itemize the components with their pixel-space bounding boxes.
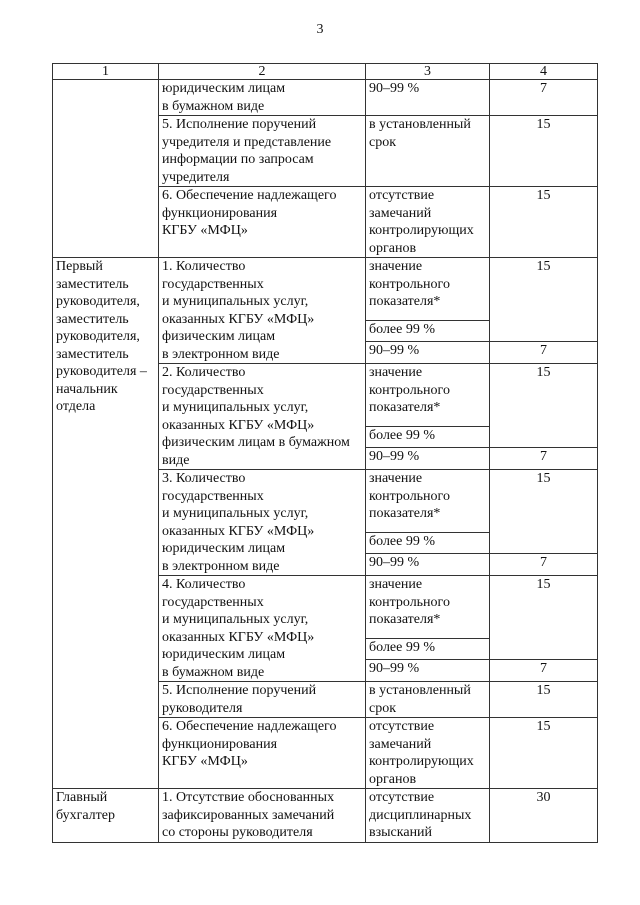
points-cell: 7 <box>490 80 598 116</box>
indicator-cell: 90–99 % <box>366 80 490 116</box>
criterion-cell: 5. Исполнение поручений учредителя и представление информации по запросам учредителя <box>159 116 366 187</box>
indicator-cell: в установленный срок <box>366 116 490 187</box>
header-cell: 3 <box>366 64 490 80</box>
points-cell: 30 <box>490 789 598 843</box>
criterion-cell: 5. Исполнение поручений руководителя <box>159 682 366 718</box>
criterion-cell: 1. Количество государственных и муниципальных услуг, оказанных КГБУ «МФЦ» физическим лицам в электронном виде <box>159 258 366 364</box>
header-cell: 1 <box>53 64 159 80</box>
position-cell: Главный бухгалтер <box>53 789 159 843</box>
points-cell: 7 <box>490 342 598 364</box>
indicator-cell: отсутствие замечаний контролирующих органов <box>366 718 490 789</box>
header-cell: 2 <box>159 64 366 80</box>
indicator-cell: более 99 % <box>366 532 490 554</box>
kpi-table <box>52 63 598 843</box>
points-cell: 7 <box>490 554 598 576</box>
table-row <box>53 258 598 321</box>
points-cell: 15 <box>490 187 598 258</box>
criterion-cell: 6. Обеспечение надлежащего функционирования КГБУ «МФЦ» <box>159 187 366 258</box>
table-header-row <box>53 64 598 80</box>
criterion-cell: 2. Количество государственных и муниципальных услуг, оказанных КГБУ «МФЦ» физическим лицам в бумажном виде <box>159 364 366 470</box>
criterion-cell: 3. Количество государственных и муниципальных услуг, оказанных КГБУ «МФЦ» юридическим лицам в электронном виде <box>159 470 366 576</box>
points-cell: 15 <box>490 576 598 660</box>
indicator-cell: 90–99 % <box>366 660 490 682</box>
points-cell: 15 <box>490 258 598 342</box>
indicator-cell: значение контрольного показателя* <box>366 258 490 321</box>
points-cell: 15 <box>490 364 598 448</box>
indicator-cell: 90–99 % <box>366 448 490 470</box>
indicator-cell: 90–99 % <box>366 342 490 364</box>
criterion-cell: 4. Количество государственных и муниципальных услуг, оказанных КГБУ «МФЦ» юридическим лицам в бумажном виде <box>159 576 366 682</box>
points-cell: 15 <box>490 470 598 554</box>
criterion-cell: 1. Отсутствие обоснованных зафиксированных замечаний со стороны руководителя <box>159 789 366 843</box>
position-cell-continued <box>53 80 159 258</box>
indicator-cell: значение контрольного показателя* <box>366 364 490 427</box>
indicator-cell: 90–99 % <box>366 554 490 576</box>
indicator-cell: более 99 % <box>366 320 490 342</box>
indicator-cell: более 99 % <box>366 426 490 448</box>
indicator-cell: в установленный срок <box>366 682 490 718</box>
indicator-cell: более 99 % <box>366 638 490 660</box>
table-row <box>53 789 598 843</box>
position-cell: Первый заместитель руководителя, заместитель руководителя, заместитель руководителя – начальник отдела <box>53 258 159 789</box>
points-cell: 7 <box>490 448 598 470</box>
points-cell: 15 <box>490 116 598 187</box>
criterion-cell: юридическим лицам в бумажном виде <box>159 80 366 116</box>
points-cell: 15 <box>490 682 598 718</box>
indicator-cell: отсутствие дисциплинарных взысканий <box>366 789 490 843</box>
table-row <box>53 80 598 116</box>
header-cell: 4 <box>490 64 598 80</box>
indicator-cell: отсутствие замечаний контролирующих органов <box>366 187 490 258</box>
points-cell: 15 <box>490 718 598 789</box>
indicator-cell: значение контрольного показателя* <box>366 470 490 533</box>
points-cell: 7 <box>490 660 598 682</box>
indicator-cell: значение контрольного показателя* <box>366 576 490 639</box>
page-number: 3 <box>316 22 324 37</box>
criterion-cell: 6. Обеспечение надлежащего функционирования КГБУ «МФЦ» <box>159 718 366 789</box>
